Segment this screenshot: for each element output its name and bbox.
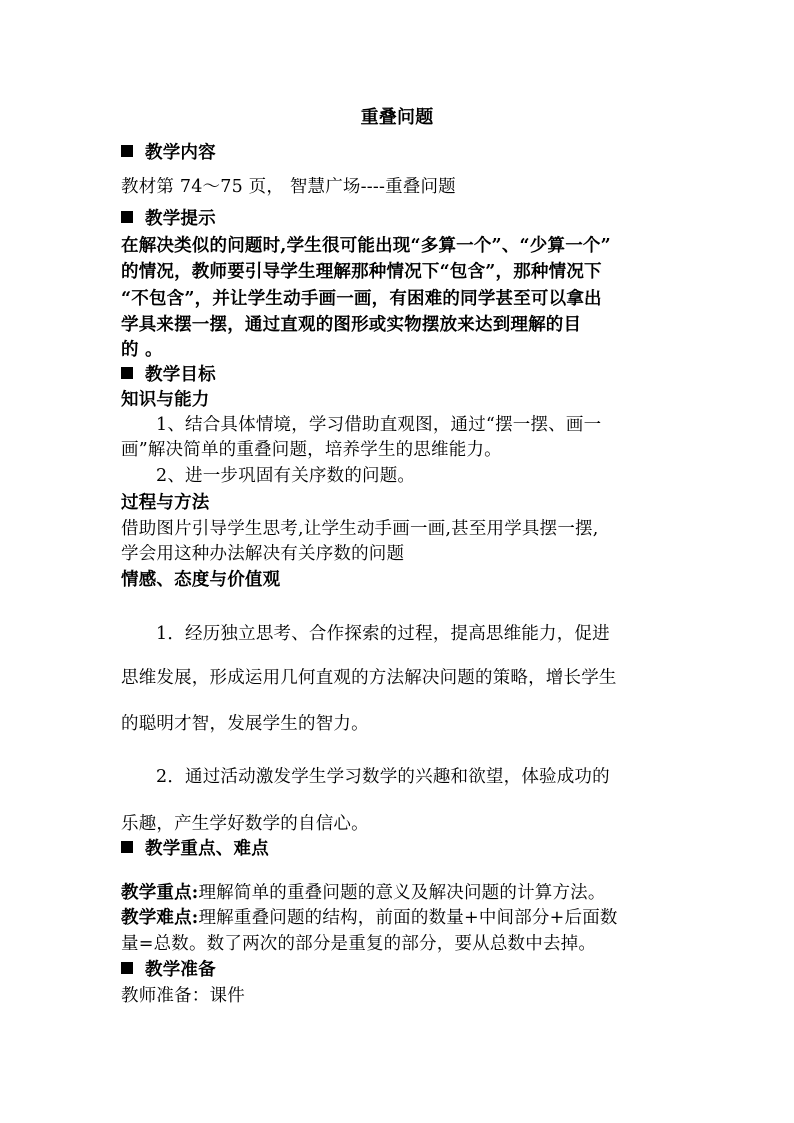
focus-text: 理解简单的重叠问题的意义及解决问题的计算方法。 <box>198 883 606 903</box>
difficulty-label: 教学难点: <box>121 908 199 928</box>
knowledge-line: 1、结合具体情境，学习借助直观图，通过“摆一摆、画一 <box>156 415 602 435</box>
difficulty-line <box>121 907 681 929</box>
knowledge-line: 画”解决简单的重叠问题，培养学生的思维能力。 <box>121 440 502 460</box>
hint-line: “不包含”，并让学生动手画一画，有困难的同学甚至可以拿出 <box>121 289 602 309</box>
content-text: 教材第 74～75 页， 智慧广场----重叠问题 <box>121 177 456 197</box>
focus-line <box>121 882 681 904</box>
section-heading-hint <box>121 208 681 230</box>
bullet-square-icon <box>121 841 133 853</box>
document-title: 重叠问题 <box>360 107 434 128</box>
hint-line: 学具来摆一摆，通过直观的图形或实物摆放来达到理解的目 <box>121 315 582 335</box>
heading-text: 教学重点、难点 <box>145 839 269 859</box>
emotion-line: 1．经历独立思考、合作探索的过程，提高思维能力，促进 <box>156 624 610 644</box>
section-heading-preparation <box>121 959 681 981</box>
hint-line: 的情况，教师要引导学生理解那种情况下“包含”，那种情况下 <box>121 262 602 282</box>
heading-text: 教学内容 <box>145 143 216 163</box>
bullet-square-icon <box>121 211 133 223</box>
hint-line: 的 。 <box>121 340 163 360</box>
process-line: 借助图片引导学生思考,让学生动手画一画,甚至用学具摆一摆, <box>121 519 599 539</box>
difficulty-text: 理解重叠问题的结构，前面的数量+中间部分+后面数 <box>198 908 618 928</box>
section-heading-content <box>121 142 681 164</box>
emotion-line: 的聪明才智，发展学生的智力。 <box>121 714 369 734</box>
emotion-line: 2．通过活动激发学生学习数学的兴趣和欲望，体验成功的 <box>156 767 610 787</box>
emotion-line: 思维发展，形成运用几何直观的方法解决问题的策略，增长学生 <box>121 668 617 688</box>
process-line: 学会用这种办法解决有关序数的问题 <box>121 544 405 564</box>
section-heading-key-points <box>121 838 681 860</box>
heading-text: 教学目标 <box>145 365 216 385</box>
bullet-square-icon <box>121 145 133 157</box>
emotion-line: 乐趣，产生学好数学的自信心。 <box>121 814 369 834</box>
section-heading-goals <box>121 364 681 386</box>
bullet-square-icon <box>121 367 133 379</box>
subheading-emotion: 情感、态度与价值观 <box>121 570 281 590</box>
subheading-knowledge: 知识与能力 <box>121 390 210 410</box>
subheading-process: 过程与方法 <box>121 493 210 513</box>
hint-line: 在解决类似的问题时,学生很可能出现“多算一个”、“少算一个” <box>121 236 611 256</box>
difficulty-line-2: 量=总数。数了两次的部分是重复的部分，要从总数中去掉。 <box>121 934 597 954</box>
preparation-text: 教师准备：课件 <box>121 986 245 1006</box>
heading-text: 教学准备 <box>145 960 216 980</box>
heading-text: 教学提示 <box>145 209 216 229</box>
focus-label: 教学重点: <box>121 883 199 903</box>
bullet-square-icon <box>121 962 133 974</box>
knowledge-line: 2、进一步巩固有关序数的问题。 <box>156 466 416 486</box>
